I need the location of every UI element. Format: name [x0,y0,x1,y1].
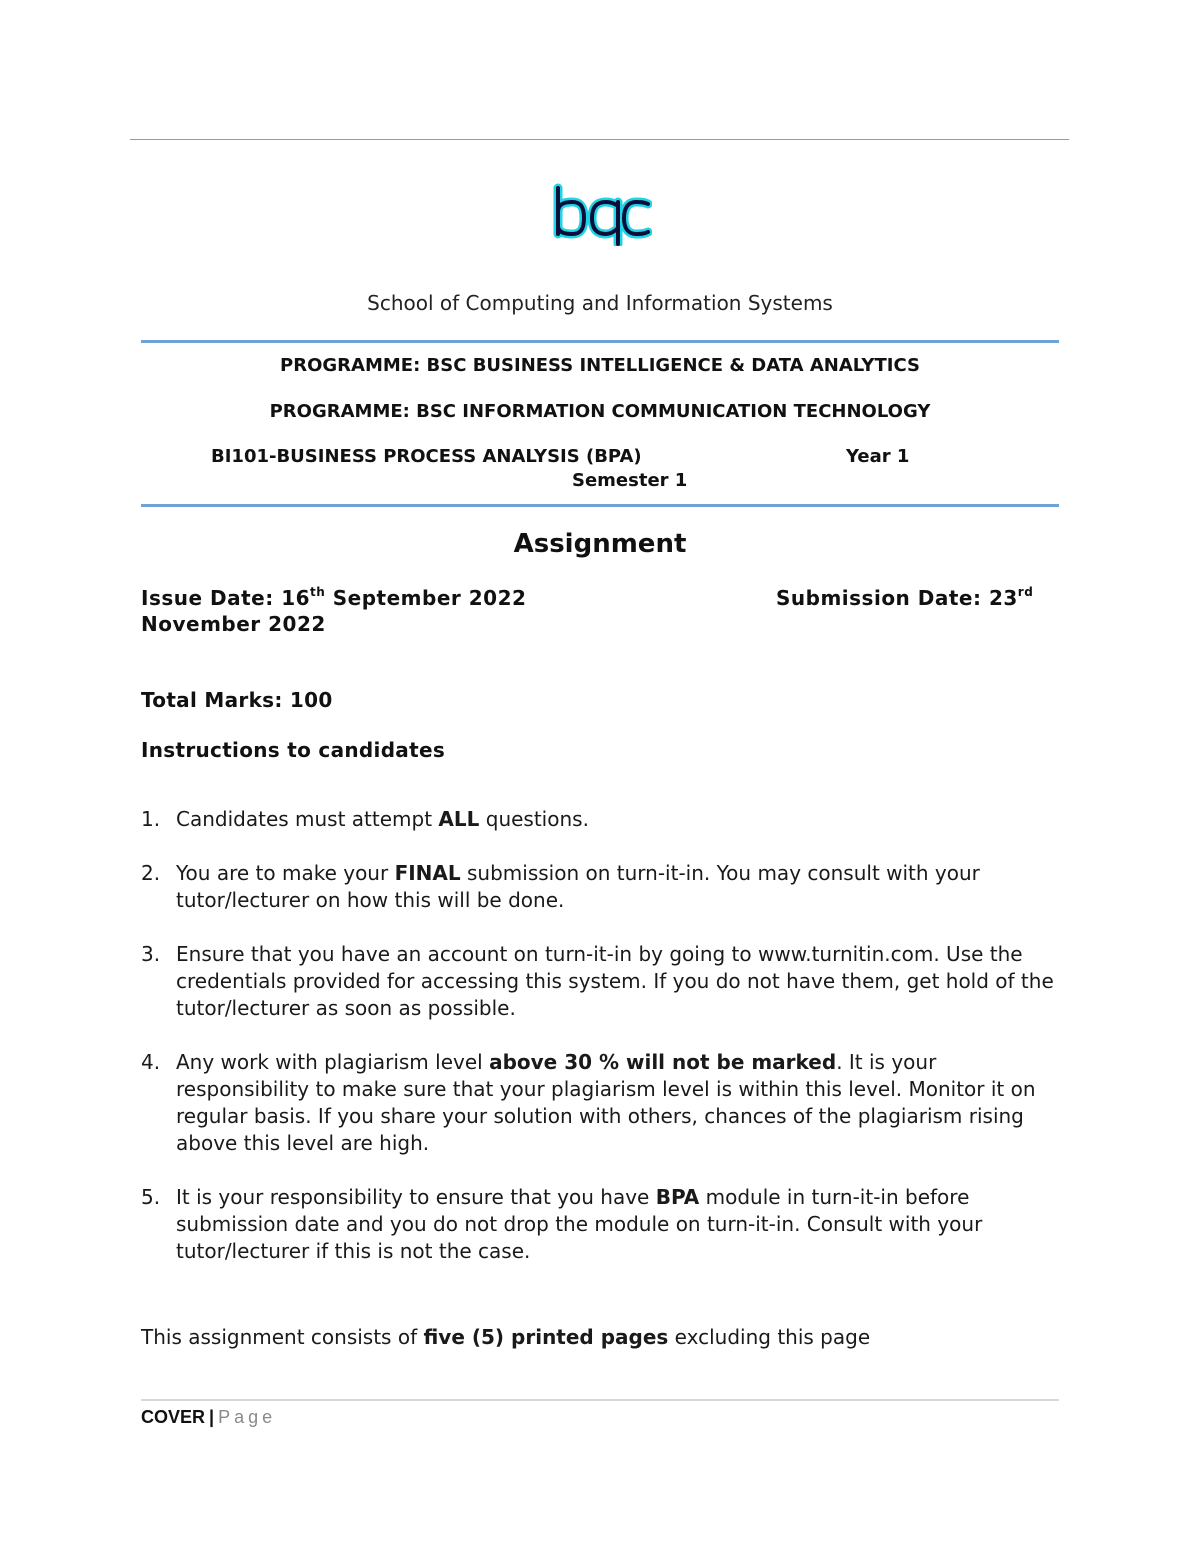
document-title: Assignment [513,529,687,559]
year-label: Year 1 [846,446,910,467]
pages-note: This assignment consists of five (5) printed pages excluding this page [141,1325,871,1349]
list-item: 1. Candidates must attempt ALL questions. [141,807,589,831]
list-item: 5. It is your responsibility to ensure that you have BPA module in turn-it-in before submission date and you do not drop the module on turn-it-in. Consult with your tutor/lecturer if this is not the case. [141,1185,983,1263]
semester-label: Semester 1 [572,470,688,491]
list-item: 3. Ensure that you have an account on turn-it-in by going to www.turnitin.com. Use the credentials provided for accessing this system. If you do not have them, get hold of the tutor/lecturer as soon as possible. [141,942,1054,1020]
top-rule [130,139,1069,140]
footer-section: COVER [141,1407,206,1427]
page-footer [141,1407,276,1428]
footer-page-label: Page [218,1407,277,1427]
bqc-logo [548,182,652,246]
header-rule-bottom [141,504,1059,507]
programme-2: PROGRAMME: BSC INFORMATION COMMUNICATION TECHNOLOGY [269,401,931,422]
programme-1: PROGRAMME: BSC BUSINESS INTELLIGENCE & DATA ANALYTICS [280,355,920,376]
issue-date: Issue Date: 16th September 2022 [141,585,527,610]
footer-rule [141,1399,1059,1401]
list-item: 4. Any work with plagiarism level above 30 % will not be marked. It is your responsibility to make sure that your plagiarism level is within this level. Monitor it on regular basis. If you share your solution with others, chances of the plagiarism rising above this level are high. [141,1050,1036,1155]
submission-date: Submission Date: 23rd [776,585,1034,610]
instructions-list [141,806,1061,1292]
header-rule-top [141,340,1059,343]
footer-separator: | [209,1407,215,1427]
school-name: School of Computing and Information Systems [367,291,833,315]
total-marks: Total Marks: 100 [141,688,333,712]
module-code-title: BI101-BUSINESS PROCESS ANALYSIS (BPA) [211,446,642,467]
instructions-heading: Instructions to candidates [141,738,446,762]
list-item: 2. You are to make your FINAL submission on turn-it-in. You may consult with your tutor/lecturer on how this will be done. [141,861,980,912]
submission-date-continued: November 2022 [141,612,326,636]
